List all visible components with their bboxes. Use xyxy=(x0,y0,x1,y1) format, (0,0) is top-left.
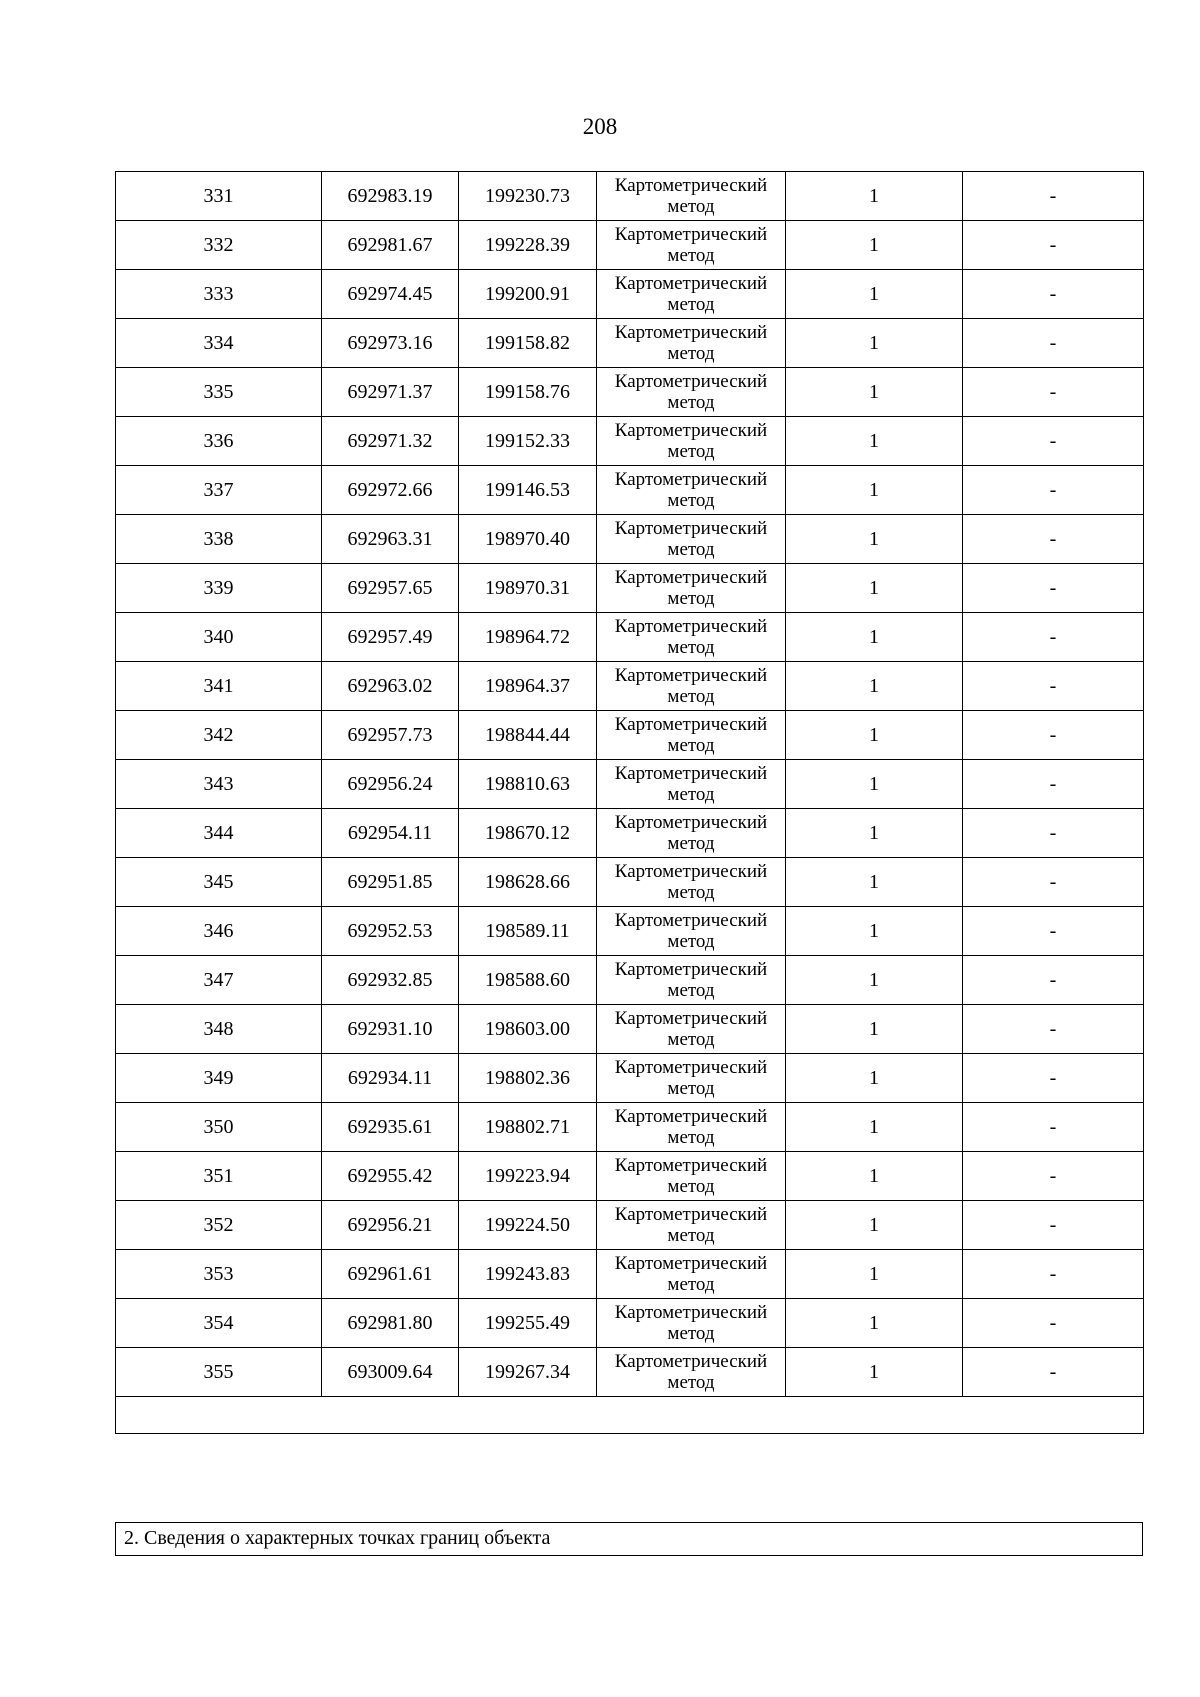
method-cell xyxy=(597,1250,786,1299)
table-row xyxy=(116,172,1144,221)
note-cell: - xyxy=(963,613,1144,662)
x-coordinate-cell: 692932.85 xyxy=(322,956,459,1005)
x-coordinate-cell: 692954.11 xyxy=(322,809,459,858)
accuracy-cell: 1 xyxy=(786,1299,963,1348)
note-cell: - xyxy=(963,221,1144,270)
accuracy-cell: 1 xyxy=(786,711,963,760)
note-cell: - xyxy=(963,1201,1144,1250)
note-cell: - xyxy=(963,1348,1144,1397)
accuracy-cell: 1 xyxy=(786,1005,963,1054)
method-line-1: Картометрический xyxy=(614,1253,768,1274)
x-coordinate-cell: 692961.61 xyxy=(322,1250,459,1299)
point-number-cell: 343 xyxy=(116,760,322,809)
method-cell xyxy=(597,466,786,515)
method-line-1: Картометрический xyxy=(614,1008,768,1029)
note-cell: - xyxy=(963,1299,1144,1348)
y-coordinate-cell: 199223.94 xyxy=(459,1152,597,1201)
x-coordinate-cell: 692973.16 xyxy=(322,319,459,368)
method-line-2: метод xyxy=(667,1078,715,1099)
point-number-cell: 350 xyxy=(116,1103,322,1152)
note-cell: - xyxy=(963,956,1144,1005)
table-row xyxy=(116,515,1144,564)
accuracy-cell: 1 xyxy=(786,270,963,319)
accuracy-cell: 1 xyxy=(786,1054,963,1103)
point-number-cell: 338 xyxy=(116,515,322,564)
method-cell xyxy=(597,417,786,466)
method-line-1: Картометрический xyxy=(614,469,768,490)
note-cell: - xyxy=(963,1250,1144,1299)
y-coordinate-cell: 198603.00 xyxy=(459,1005,597,1054)
point-number-cell: 348 xyxy=(116,1005,322,1054)
y-coordinate-cell: 198588.60 xyxy=(459,956,597,1005)
table-row xyxy=(116,858,1144,907)
method-line-1: Картометрический xyxy=(614,1155,768,1176)
method-line-1: Картометрический xyxy=(614,861,768,882)
method-cell xyxy=(597,760,786,809)
method-line-1: Картометрический xyxy=(614,420,768,441)
y-coordinate-cell: 198970.31 xyxy=(459,564,597,613)
table-row xyxy=(116,368,1144,417)
accuracy-cell: 1 xyxy=(786,221,963,270)
method-line-1: Картометрический xyxy=(614,224,768,245)
note-cell: - xyxy=(963,319,1144,368)
method-cell xyxy=(597,711,786,760)
point-number-cell: 333 xyxy=(116,270,322,319)
accuracy-cell: 1 xyxy=(786,662,963,711)
x-coordinate-cell: 692951.85 xyxy=(322,858,459,907)
table-row xyxy=(116,564,1144,613)
note-cell: - xyxy=(963,858,1144,907)
method-line-2: метод xyxy=(667,196,715,217)
point-number-cell: 340 xyxy=(116,613,322,662)
method-line-1: Картометрический xyxy=(614,616,768,637)
y-coordinate-cell: 199224.50 xyxy=(459,1201,597,1250)
y-coordinate-cell: 199158.82 xyxy=(459,319,597,368)
method-line-2: метод xyxy=(667,931,715,952)
table-row xyxy=(116,1250,1144,1299)
table-row xyxy=(116,907,1144,956)
page-number: 208 xyxy=(582,114,618,139)
method-line-2: метод xyxy=(667,1274,715,1295)
accuracy-cell: 1 xyxy=(786,319,963,368)
method-line-1: Картометрический xyxy=(614,1302,768,1323)
y-coordinate-cell: 198964.72 xyxy=(459,613,597,662)
accuracy-cell: 1 xyxy=(786,515,963,564)
method-line-2: метод xyxy=(667,588,715,609)
accuracy-cell: 1 xyxy=(786,613,963,662)
y-coordinate-cell: 199200.91 xyxy=(459,270,597,319)
accuracy-cell: 1 xyxy=(786,1103,963,1152)
table-row xyxy=(116,1005,1144,1054)
x-coordinate-cell: 692957.49 xyxy=(322,613,459,662)
method-line-2: метод xyxy=(667,686,715,707)
x-coordinate-cell: 692931.10 xyxy=(322,1005,459,1054)
accuracy-cell: 1 xyxy=(786,172,963,221)
method-line-1: Картометрический xyxy=(614,175,768,196)
point-number-cell: 344 xyxy=(116,809,322,858)
y-coordinate-cell: 198810.63 xyxy=(459,760,597,809)
table-row xyxy=(116,1201,1144,1250)
method-line-1: Картометрический xyxy=(614,322,768,343)
method-cell xyxy=(597,1201,786,1250)
y-coordinate-cell: 199228.39 xyxy=(459,221,597,270)
note-cell: - xyxy=(963,711,1144,760)
table-row xyxy=(116,1299,1144,1348)
table-row xyxy=(116,417,1144,466)
method-line-1: Картометрический xyxy=(614,567,768,588)
method-line-2: метод xyxy=(667,1323,715,1344)
table-row xyxy=(116,1152,1144,1201)
x-coordinate-cell: 692957.65 xyxy=(322,564,459,613)
method-line-1: Картометрический xyxy=(614,714,768,735)
method-line-2: метод xyxy=(667,1372,715,1393)
point-number-cell: 353 xyxy=(116,1250,322,1299)
method-cell xyxy=(597,319,786,368)
table-row xyxy=(116,956,1144,1005)
note-cell: - xyxy=(963,172,1144,221)
method-line-2: метод xyxy=(667,294,715,315)
x-coordinate-cell: 692963.31 xyxy=(322,515,459,564)
method-line-1: Картометрический xyxy=(614,812,768,833)
accuracy-cell: 1 xyxy=(786,466,963,515)
method-cell xyxy=(597,858,786,907)
method-line-1: Картометрический xyxy=(614,273,768,294)
y-coordinate-cell: 199158.76 xyxy=(459,368,597,417)
y-coordinate-cell: 198802.71 xyxy=(459,1103,597,1152)
table-row xyxy=(116,1103,1144,1152)
note-cell: - xyxy=(963,662,1144,711)
method-line-1: Картометрический xyxy=(614,518,768,539)
table-row xyxy=(116,319,1144,368)
x-coordinate-cell: 692981.67 xyxy=(322,221,459,270)
x-coordinate-cell: 692974.45 xyxy=(322,270,459,319)
note-cell: - xyxy=(963,1005,1144,1054)
method-line-2: метод xyxy=(667,735,715,756)
method-line-1: Картометрический xyxy=(614,1106,768,1127)
x-coordinate-cell: 692971.37 xyxy=(322,368,459,417)
method-cell xyxy=(597,1103,786,1152)
x-coordinate-cell: 692952.53 xyxy=(322,907,459,956)
y-coordinate-cell: 199243.83 xyxy=(459,1250,597,1299)
x-coordinate-cell: 692963.02 xyxy=(322,662,459,711)
table-row xyxy=(116,711,1144,760)
y-coordinate-cell: 199230.73 xyxy=(459,172,597,221)
note-cell: - xyxy=(963,368,1144,417)
method-line-1: Картометрический xyxy=(614,371,768,392)
method-line-2: метод xyxy=(667,784,715,805)
table-row xyxy=(116,221,1144,270)
y-coordinate-cell: 199255.49 xyxy=(459,1299,597,1348)
table-row xyxy=(116,466,1144,515)
point-number-cell: 334 xyxy=(116,319,322,368)
method-line-2: метод xyxy=(667,490,715,511)
table-row xyxy=(116,613,1144,662)
x-coordinate-cell: 692981.80 xyxy=(322,1299,459,1348)
accuracy-cell: 1 xyxy=(786,564,963,613)
y-coordinate-cell: 199267.34 xyxy=(459,1348,597,1397)
method-line-1: Картометрический xyxy=(614,1204,768,1225)
note-cell: - xyxy=(963,1152,1144,1201)
method-line-2: метод xyxy=(667,392,715,413)
table-row xyxy=(116,760,1144,809)
method-cell xyxy=(597,1054,786,1103)
method-line-2: метод xyxy=(667,882,715,903)
method-line-1: Картометрический xyxy=(614,665,768,686)
x-coordinate-cell: 692957.73 xyxy=(322,711,459,760)
y-coordinate-cell: 198802.36 xyxy=(459,1054,597,1103)
method-line-2: метод xyxy=(667,441,715,462)
x-coordinate-cell: 692972.66 xyxy=(322,466,459,515)
point-number-cell: 335 xyxy=(116,368,322,417)
method-line-1: Картометрический xyxy=(614,910,768,931)
note-cell: - xyxy=(963,760,1144,809)
y-coordinate-cell: 198970.40 xyxy=(459,515,597,564)
table-row xyxy=(116,662,1144,711)
x-coordinate-cell: 692971.32 xyxy=(322,417,459,466)
method-cell xyxy=(597,1005,786,1054)
y-coordinate-cell: 198964.37 xyxy=(459,662,597,711)
y-coordinate-cell: 198589.11 xyxy=(459,907,597,956)
method-line-1: Картометрический xyxy=(614,959,768,980)
method-cell xyxy=(597,809,786,858)
note-cell: - xyxy=(963,417,1144,466)
coordinates-table xyxy=(115,171,1144,1434)
method-cell xyxy=(597,515,786,564)
point-number-cell: 337 xyxy=(116,466,322,515)
point-number-cell: 354 xyxy=(116,1299,322,1348)
point-number-cell: 347 xyxy=(116,956,322,1005)
note-cell: - xyxy=(963,564,1144,613)
accuracy-cell: 1 xyxy=(786,956,963,1005)
point-number-cell: 355 xyxy=(116,1348,322,1397)
method-line-2: метод xyxy=(667,245,715,266)
accuracy-cell: 1 xyxy=(786,809,963,858)
method-cell xyxy=(597,1348,786,1397)
accuracy-cell: 1 xyxy=(786,368,963,417)
note-cell: - xyxy=(963,466,1144,515)
method-cell xyxy=(597,564,786,613)
y-coordinate-cell: 199152.33 xyxy=(459,417,597,466)
method-cell xyxy=(597,1152,786,1201)
x-coordinate-cell: 692956.24 xyxy=(322,760,459,809)
table-row xyxy=(116,809,1144,858)
section-title: 2. Сведения о характерных точках границ объекта xyxy=(115,1522,1143,1556)
y-coordinate-cell: 198844.44 xyxy=(459,711,597,760)
point-number-cell: 349 xyxy=(116,1054,322,1103)
note-cell: - xyxy=(963,907,1144,956)
method-line-2: метод xyxy=(667,637,715,658)
accuracy-cell: 1 xyxy=(786,1152,963,1201)
x-coordinate-cell: 693009.64 xyxy=(322,1348,459,1397)
method-line-2: метод xyxy=(667,1127,715,1148)
point-number-cell: 351 xyxy=(116,1152,322,1201)
method-cell xyxy=(597,613,786,662)
method-cell xyxy=(597,907,786,956)
method-line-2: метод xyxy=(667,1225,715,1246)
point-number-cell: 346 xyxy=(116,907,322,956)
y-coordinate-cell: 199146.53 xyxy=(459,466,597,515)
point-number-cell: 332 xyxy=(116,221,322,270)
coordinates-table-body xyxy=(116,172,1144,1434)
x-coordinate-cell: 692934.11 xyxy=(322,1054,459,1103)
empty-cell xyxy=(116,1397,1144,1434)
method-line-2: метод xyxy=(667,833,715,854)
table-row xyxy=(116,1348,1144,1397)
table-row xyxy=(116,270,1144,319)
method-cell xyxy=(597,956,786,1005)
note-cell: - xyxy=(963,270,1144,319)
x-coordinate-cell: 692956.21 xyxy=(322,1201,459,1250)
method-line-2: метод xyxy=(667,539,715,560)
note-cell: - xyxy=(963,809,1144,858)
accuracy-cell: 1 xyxy=(786,1348,963,1397)
method-cell xyxy=(597,270,786,319)
x-coordinate-cell: 692955.42 xyxy=(322,1152,459,1201)
method-line-2: метод xyxy=(667,1029,715,1050)
point-number-cell: 352 xyxy=(116,1201,322,1250)
accuracy-cell: 1 xyxy=(786,1250,963,1299)
x-coordinate-cell: 692983.19 xyxy=(322,172,459,221)
method-cell xyxy=(597,1299,786,1348)
method-line-2: метод xyxy=(667,980,715,1001)
accuracy-cell: 1 xyxy=(786,417,963,466)
method-cell xyxy=(597,221,786,270)
method-cell xyxy=(597,662,786,711)
accuracy-cell: 1 xyxy=(786,907,963,956)
accuracy-cell: 1 xyxy=(786,1201,963,1250)
table-row xyxy=(116,1054,1144,1103)
point-number-cell: 331 xyxy=(116,172,322,221)
method-line-1: Картометрический xyxy=(614,1351,768,1372)
point-number-cell: 342 xyxy=(116,711,322,760)
accuracy-cell: 1 xyxy=(786,760,963,809)
method-line-1: Картометрический xyxy=(614,763,768,784)
point-number-cell: 341 xyxy=(116,662,322,711)
y-coordinate-cell: 198628.66 xyxy=(459,858,597,907)
point-number-cell: 339 xyxy=(116,564,322,613)
note-cell: - xyxy=(963,515,1144,564)
y-coordinate-cell: 198670.12 xyxy=(459,809,597,858)
method-cell xyxy=(597,368,786,417)
x-coordinate-cell: 692935.61 xyxy=(322,1103,459,1152)
accuracy-cell: 1 xyxy=(786,858,963,907)
method-line-1: Картометрический xyxy=(614,1057,768,1078)
method-line-2: метод xyxy=(667,343,715,364)
method-cell xyxy=(597,172,786,221)
point-number-cell: 345 xyxy=(116,858,322,907)
method-line-2: метод xyxy=(667,1176,715,1197)
empty-table-row xyxy=(116,1397,1144,1434)
note-cell: - xyxy=(963,1103,1144,1152)
note-cell: - xyxy=(963,1054,1144,1103)
point-number-cell: 336 xyxy=(116,417,322,466)
